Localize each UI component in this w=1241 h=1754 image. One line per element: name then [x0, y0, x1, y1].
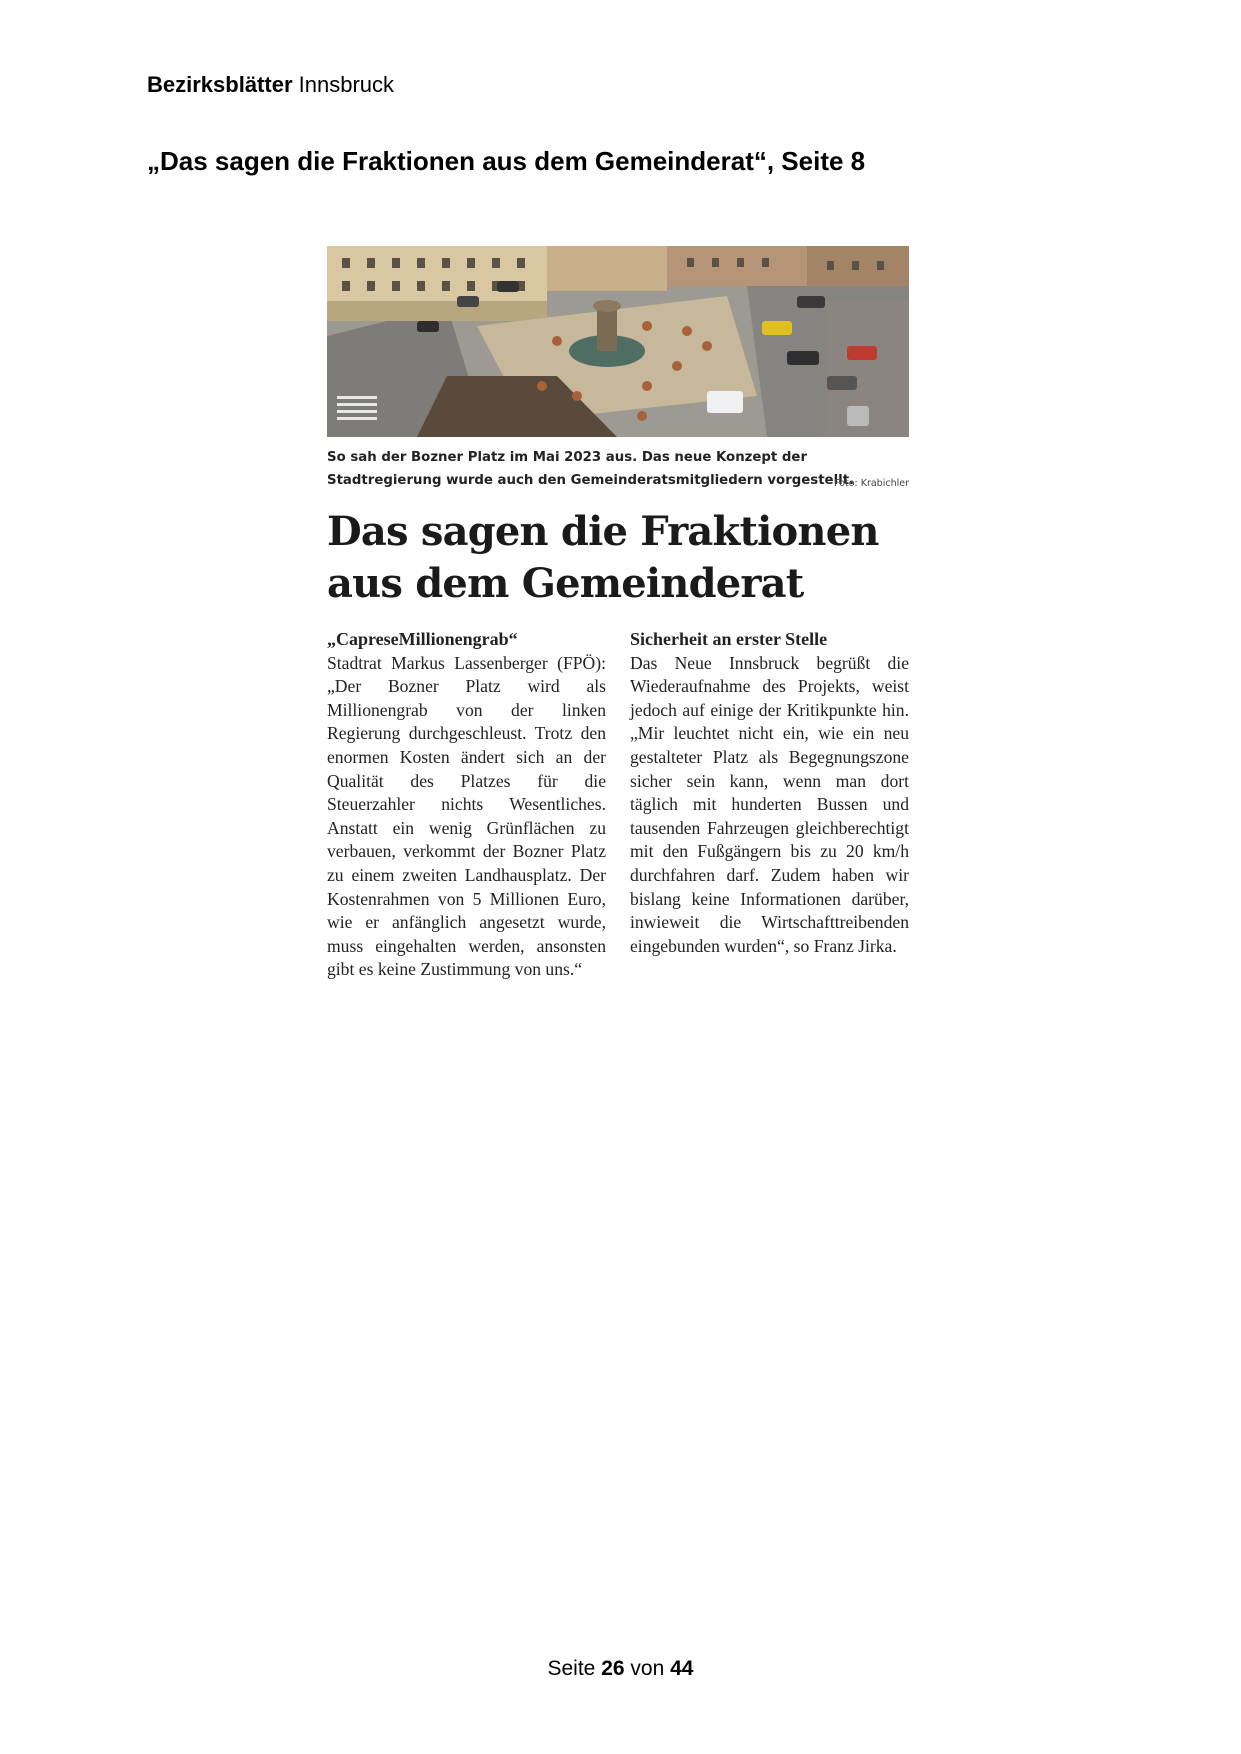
- publication-name: [147, 72, 394, 98]
- publication-bold: Bezirksblätter: [147, 72, 293, 97]
- article-headline: Das sagen die Fraktionen aus dem Gemeinderat: [327, 508, 879, 607]
- column-right: [630, 628, 909, 982]
- column-left-heading: „CapreseMillionengrab“: [327, 629, 518, 649]
- bozner-platz-photo: [327, 246, 909, 437]
- photo-credit: Foto: Krabichler: [834, 478, 909, 489]
- newspaper-clipping: [327, 246, 909, 982]
- publication-location: Innsbruck: [298, 72, 395, 97]
- column-left: [327, 628, 606, 982]
- photo-caption: [327, 446, 909, 492]
- page-separator: von: [630, 1657, 665, 1680]
- article-reference: „Das sagen die Fraktionen aus dem Gemeinderat“, Seite 8: [147, 146, 866, 176]
- column-right-body: Das Neue Innsbruck begrüßt die Wiederaufnahme des Projekts, weist jedoch auf einige der Kritikpunkte hin. „Mir leuchtet nicht ein, wie ein neu gestalteter Platz als Begegnungszone sicher sein kann, wenn man dort täglich mit hunderten Bussen und tausenden Fahrzeugen gleichberechtigt mit den Fußgängern bis zu 20 km/h durchfahren darf. Zudem haben wir bislang keine Informationen darüber, inwieweit die Wirtschafttreibenden eingebunden wurden“, so Franz Jirka.: [630, 652, 909, 956]
- column-right-heading: Sicherheit an erster Stelle: [630, 629, 828, 649]
- page-current: 26: [601, 1657, 625, 1680]
- page-number: [0, 1657, 1241, 1681]
- page-prefix: Seite: [547, 1657, 596, 1680]
- column-left-body: Stadtrat Markus Lassenberger (FPÖ): „Der Bozner Platz wird als Millionengrab von der linken Regierung durchgeschleust. Trotz den enormen Kosten ändert sich an der Qualität des Platzes für die Steuerzahler nichts Wesentliches. Anstatt ein wenig Grünflächen zu verbauen, verkommt der Bozner Platz zu einem zweiten Landhausplatz. Der Kostenrahmen von 5 Millionen Euro, wie er anfänglich angesetzt wurde, muss eingehalten werden, ansonsten gibt es keine Zustimmung von uns.“: [327, 652, 606, 980]
- page-total: 44: [670, 1657, 694, 1680]
- caption-text: So sah der Bozner Platz im Mai 2023 aus. Das neue Konzept der Stadtregierung wurde auch den Gemeinderatsmitgliedern vorgestellt.: [327, 450, 855, 488]
- article-columns: [327, 628, 909, 982]
